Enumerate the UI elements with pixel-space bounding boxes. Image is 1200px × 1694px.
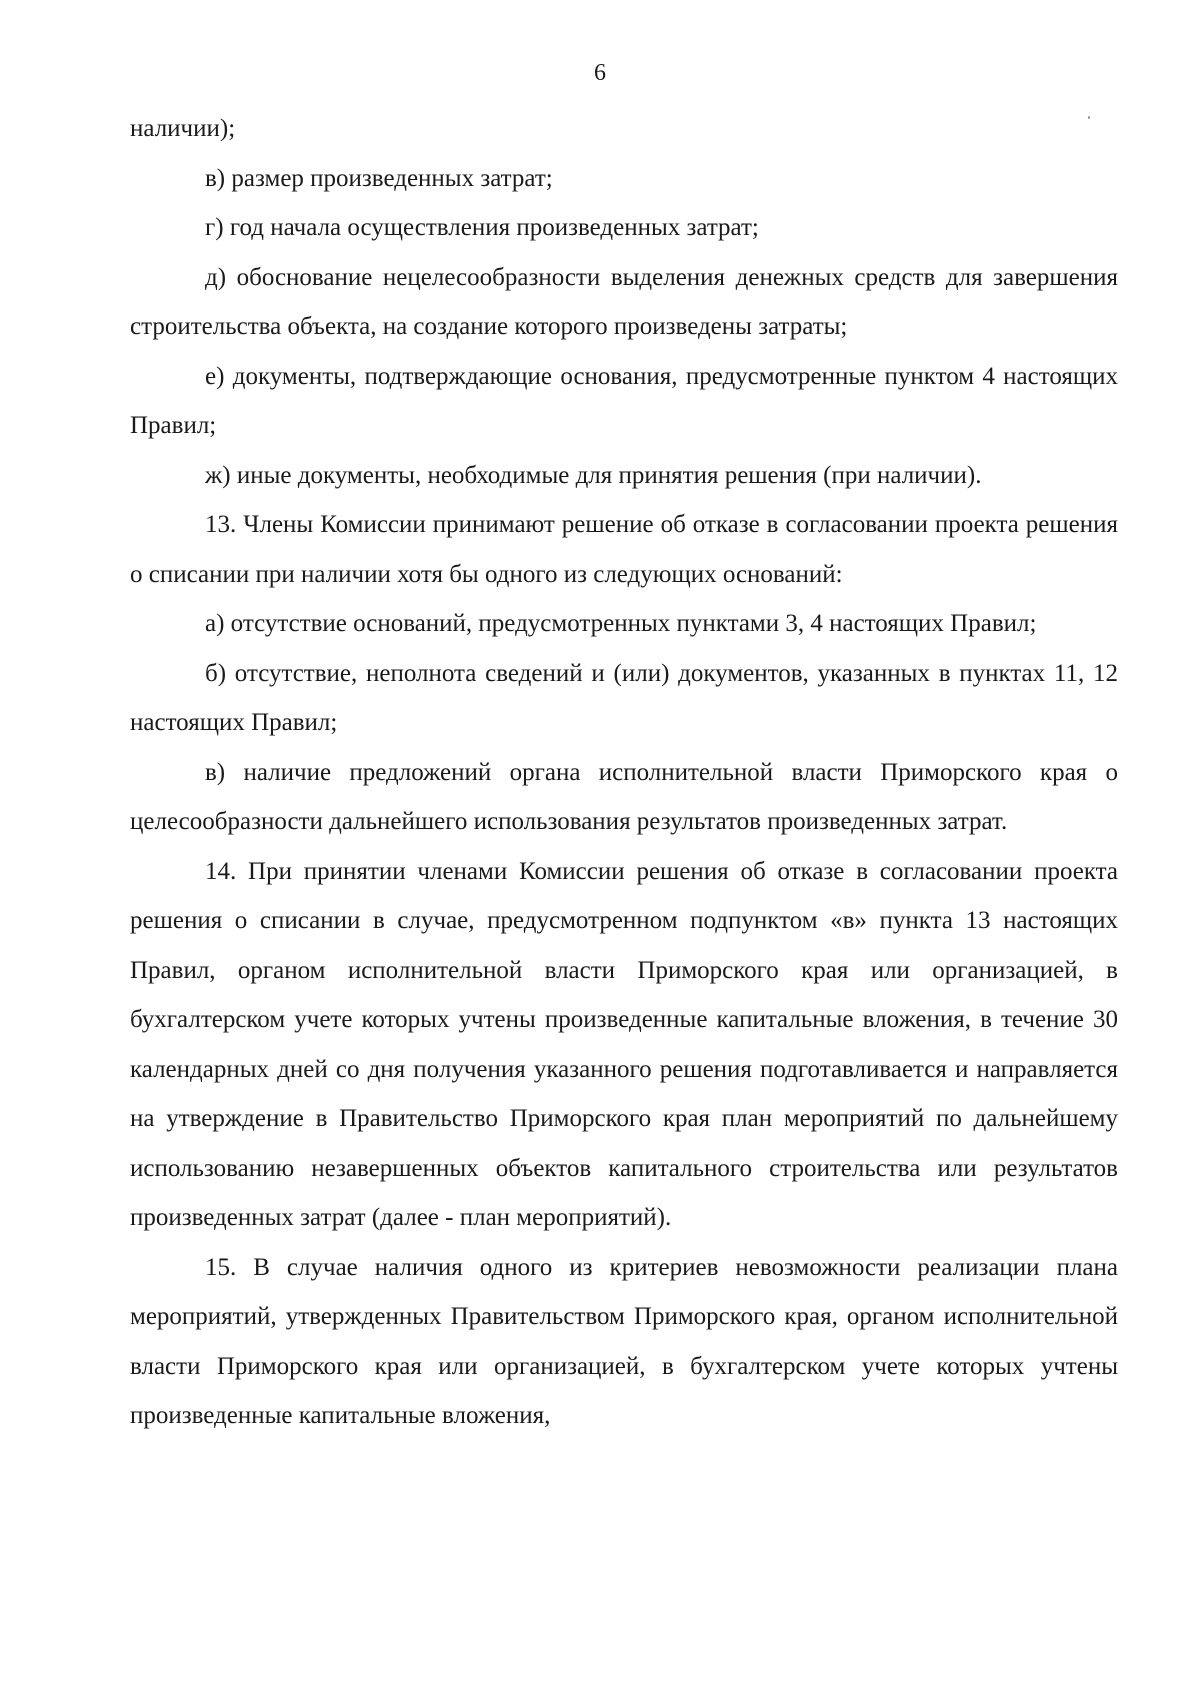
paragraph-item-a-otsutstvie: а) отсутствие оснований, предусмотренных пунктами 3, 4 настоящих Правил; [205,610,1037,637]
paragraph-item-g-god: г) год начала осуществления произведенных затрат; [205,214,759,241]
paragraph-item-zh-inye: ж) иные документы, необходимые для принятия решения (при наличии). [205,461,982,489]
page-number: 6 [594,60,606,86]
paragraph-item-e-dokumenty: е) документы, подтверждающие основания, предусмотренные пунктом 4 настоящих Правил; [130,362,1118,439]
scan-speck [1088,116,1090,119]
paragraph-nalichii: наличии); [130,115,236,142]
paragraph-clause-13: 13. Члены Комиссии принимают решение об отказе в согласовании проекта решения о списании при наличии хотя бы одного из следующих оснований: [130,511,1118,588]
paragraph-item-b-nepolnota: б) отсутствие, неполнота сведений и (или) документов, указанных в пунктах 11, 12 настоящих Правил; [130,659,1118,736]
paragraph-item-v-nalichie: в) наличие предложений органа исполнительной власти Приморского края о целесообразности дальнейшего использования результатов произведенных затрат. [130,758,1118,835]
paragraph-clause-15: 15. В случае наличия одного из критериев невозможности реализации плана мероприятий, утвержденных Правительством Приморского края, органом исполнительной власти Приморского края или организацией, в бухгалтерском учете которых учтены произведенные капитальные вложения, [130,1253,1118,1429]
paragraph-item-d-obosnovanie: д) обоснование нецелесообразности выделения денежных средств для завершения строительства объекта, на создание которого произведены затраты; [130,263,1118,340]
paragraph-item-v-razmer: в) размер произведенных затрат; [205,164,553,192]
paragraph-clause-14: 14. При принятии членами Комиссии решения об отказе в согласовании проекта решения о списании в случае, предусмотренном подпунктом «в» пункта 13 настоящих Правил, органом исполнительной власти Приморского края или организацией, в бухгалтерском учете которых учтены произведенные капитальные вложения, в течение 30 календарных дней со дня получения указанного решения подготавливается и направляется на утверждение в Правительство Приморского края план мероприятий по дальнейшему использованию незавершенных объектов капитального строительства или результатов произведенных затрат (далее - план мероприятий). [130,857,1118,1231]
document-body [130,104,1118,1441]
